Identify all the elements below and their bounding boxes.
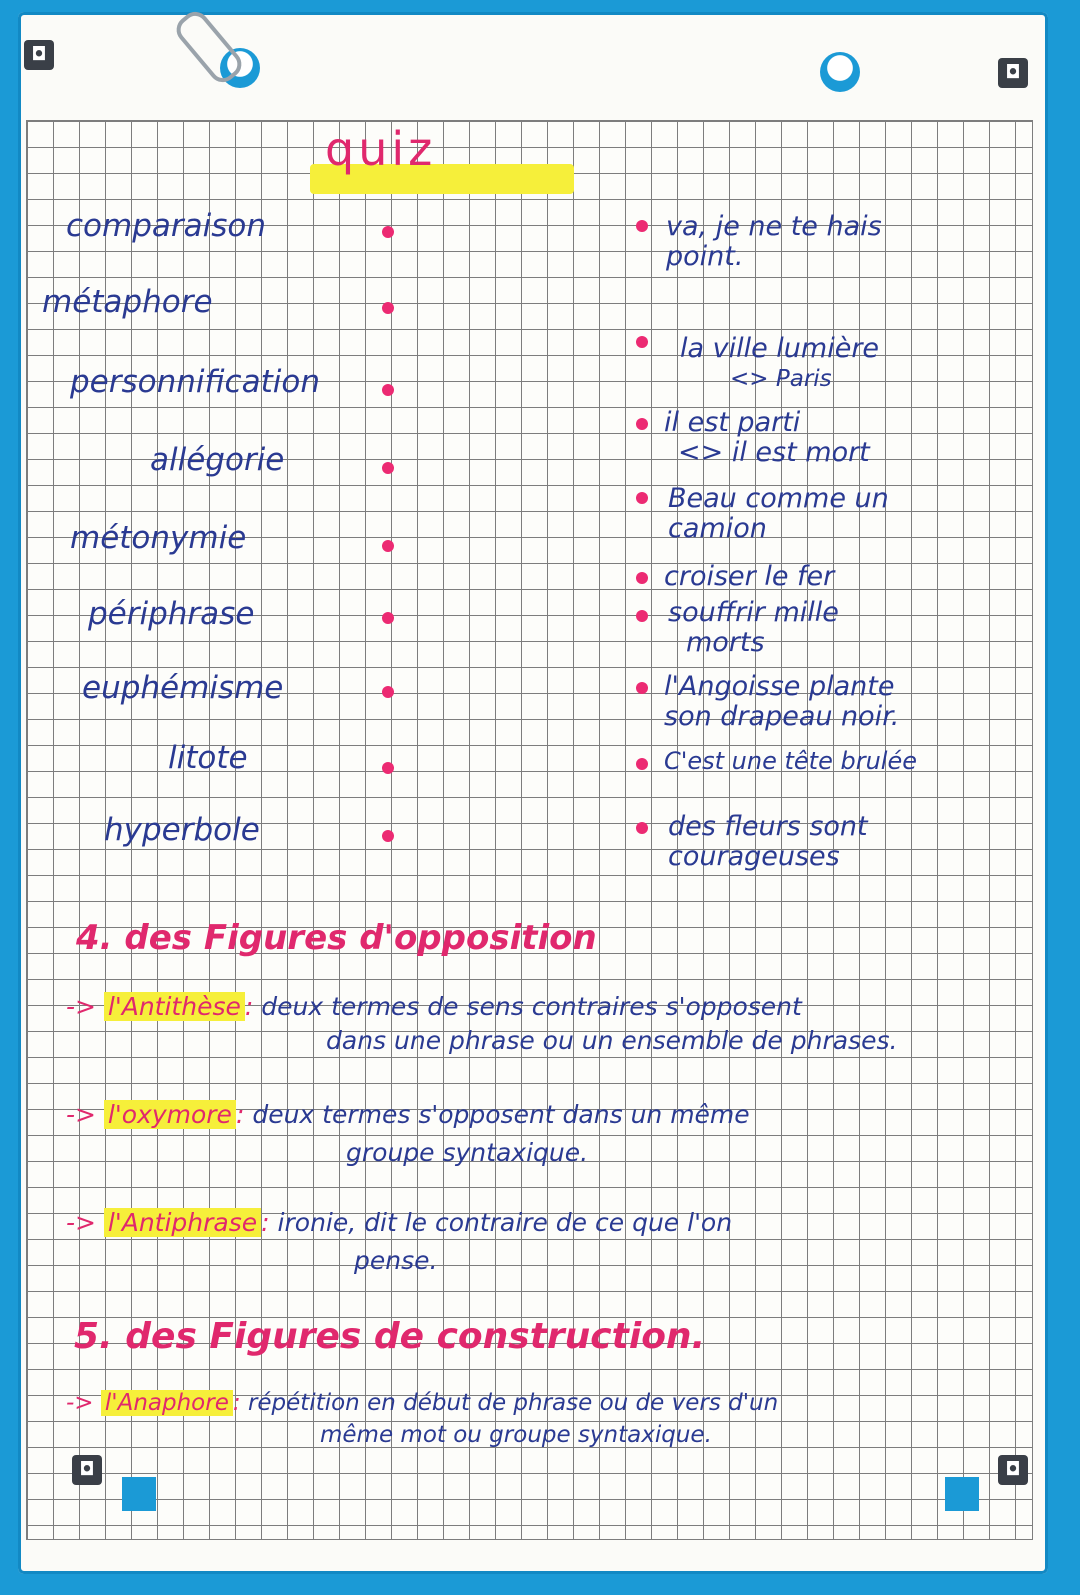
match-dot [636, 610, 648, 622]
match-dot [382, 384, 394, 396]
example-right [664, 562, 834, 592]
definition-item [66, 1100, 750, 1130]
figure-term: l'Antiphrase [104, 1208, 261, 1237]
quiz-title: quiz [325, 122, 437, 176]
blue-square [122, 1477, 156, 1511]
definition-continuation: pense. [354, 1246, 438, 1275]
term-left: allégorie [150, 442, 285, 478]
term-left: personnification [70, 364, 320, 400]
match-dot [636, 492, 648, 504]
example-line: C'est une tête brulée [664, 747, 917, 775]
example-right [668, 812, 868, 872]
example-right [668, 598, 839, 658]
example-line: son drapeau noir. [664, 701, 900, 732]
term-left: périphrase [88, 596, 255, 632]
figure-term: l'Antithèse [104, 992, 245, 1021]
example-line: courageuses [668, 841, 840, 872]
arrow-icon: -> [66, 1100, 96, 1129]
term-left: métonymie [70, 520, 247, 556]
definition-text: répétition en début de phrase ou de vers d'un [247, 1390, 779, 1416]
example-right [666, 212, 882, 272]
example-line: il est parti [664, 407, 801, 438]
example-right [664, 746, 917, 776]
definition-text: deux termes s'opposent dans un même [252, 1100, 750, 1129]
term-left: euphémisme [82, 670, 284, 706]
definition-item [66, 992, 802, 1022]
match-dot [382, 762, 394, 774]
example-line: <> Paris [730, 366, 832, 392]
example-line: morts [686, 627, 765, 658]
term-left: litote [168, 740, 248, 776]
match-dot [382, 462, 394, 474]
example-line: l'Angoisse plante [664, 671, 895, 702]
term-left: métaphore [42, 284, 213, 320]
example-right [668, 484, 889, 544]
match-dot [636, 682, 648, 694]
card-logo-icon: ◘ [998, 1455, 1028, 1485]
card-logo-icon: ◘ [24, 40, 54, 70]
arrow-icon: -> [66, 992, 96, 1021]
example-line: <> il est mort [678, 437, 870, 468]
arrow-icon: -> [66, 1208, 96, 1237]
section-title: 4. des Figures d'opposition [76, 918, 597, 958]
example-line: camion [668, 513, 767, 544]
definition-text: ironie, dit le contraire de ce que l'on [277, 1208, 733, 1237]
term-left: comparaison [66, 208, 267, 244]
definition-item [66, 1388, 778, 1418]
example-line: la ville lumière [680, 333, 880, 364]
match-dot [382, 830, 394, 842]
figure-term: l'oxymore [104, 1100, 236, 1129]
match-dot [636, 572, 648, 584]
arrow-icon: -> [66, 1390, 94, 1416]
term-separator: : [232, 1390, 241, 1416]
term-left: hyperbole [104, 812, 260, 848]
example-line: des fleurs sont [668, 811, 868, 842]
definition-text: deux termes de sens contraires s'opposent [261, 992, 802, 1021]
term-separator: : [244, 992, 254, 1021]
example-line: point. [666, 241, 744, 272]
definition-continuation: groupe syntaxique. [346, 1138, 589, 1167]
match-dot [636, 336, 648, 348]
match-dot [636, 822, 648, 834]
term-separator: : [261, 1208, 270, 1237]
match-dot [382, 302, 394, 314]
blue-square [945, 1477, 979, 1511]
definition-continuation: dans une phrase ou un ensemble de phrases. [326, 1026, 898, 1055]
match-dot [636, 418, 648, 430]
match-dot [382, 540, 394, 552]
definition-continuation: même mot ou groupe syntaxique. [320, 1422, 712, 1448]
example-right [664, 408, 870, 468]
term-separator: : [235, 1100, 245, 1129]
figure-term: l'Anaphore [101, 1390, 233, 1416]
match-dot [382, 226, 394, 238]
example-right [680, 334, 879, 394]
match-dot [636, 758, 648, 770]
example-line: croiser le fer [664, 561, 835, 592]
example-line: Beau comme un [668, 483, 889, 514]
example-line: souffrir mille [668, 597, 839, 628]
example-right [664, 672, 899, 732]
match-dot [382, 612, 394, 624]
card-logo-icon: ◘ [998, 58, 1028, 88]
section-title: 5. des Figures de construction. [74, 1316, 706, 1357]
example-line: va, je ne te hais [666, 211, 882, 242]
punch-hole [820, 52, 860, 92]
match-dot [636, 220, 648, 232]
definition-item [66, 1208, 732, 1238]
match-dot [382, 686, 394, 698]
card-logo-icon: ◘ [72, 1455, 102, 1485]
